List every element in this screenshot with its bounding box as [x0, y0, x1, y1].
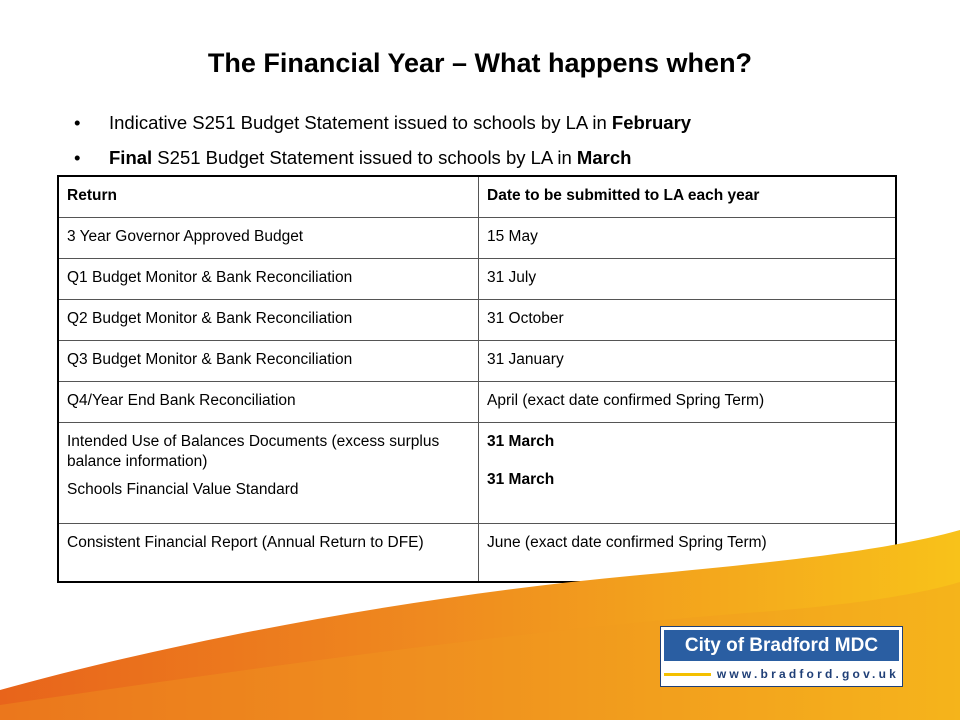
date-cell	[479, 423, 897, 524]
return-cell	[58, 423, 479, 524]
slide-title: The Financial Year – What happens when?	[207, 48, 753, 78]
bullet-bold-month: February	[611, 112, 692, 133]
date-balances: 31 March	[487, 433, 555, 450]
return-cell: Q4/Year End Bank Reconciliation	[58, 382, 479, 423]
table-row	[58, 382, 896, 423]
date-cell: June (exact date confirmed Spring Term)	[479, 524, 897, 583]
return-cell: Consistent Financial Report (Annual Return to DFE)	[58, 524, 479, 583]
bullet-text: Indicative S251 Budget Statement issued to schools by LA in	[109, 112, 612, 133]
bullet-bold-lead: Final	[109, 147, 153, 168]
bullet-list	[72, 112, 691, 182]
decorative-swoosh	[0, 520, 960, 720]
return-cell: Q3 Budget Monitor & Bank Reconciliation	[58, 341, 479, 382]
table-row	[58, 259, 896, 300]
date-cell: April (exact date confirmed Spring Term)	[479, 382, 897, 423]
return-sfvs: Schools Financial Value Standard	[67, 481, 299, 498]
table-row	[58, 300, 896, 341]
table-row	[58, 218, 896, 259]
logo-url-bar	[664, 665, 899, 683]
header-date: Date to be submitted to LA each year	[479, 176, 897, 218]
return-balances: Intended Use of Balances Documents (excess surplus balance information)	[67, 433, 440, 470]
date-cell: 31 July	[479, 259, 897, 300]
bullet-dot: •	[74, 112, 81, 133]
bullet-item-indicative	[72, 112, 691, 134]
bradford-logo	[660, 626, 903, 687]
logo-url: www.bradford.gov.uk	[716, 667, 899, 681]
return-cell: Q2 Budget Monitor & Bank Reconciliation	[58, 300, 479, 341]
table-row-combined	[58, 423, 896, 524]
return-cell: 3 Year Governor Approved Budget	[58, 218, 479, 259]
return-cell: Q1 Budget Monitor & Bank Reconciliation	[58, 259, 479, 300]
logo-name: City of Bradford MDC	[664, 630, 899, 661]
bullet-bold-month: March	[576, 147, 632, 168]
date-cell: 15 May	[479, 218, 897, 259]
bullet-text: S251 Budget Statement issued to schools by LA in	[152, 147, 577, 168]
table-header-row	[58, 176, 896, 218]
table-row	[58, 341, 896, 382]
bullet-dot: •	[74, 147, 81, 168]
logo-stripe	[664, 673, 711, 676]
date-cell: 31 October	[479, 300, 897, 341]
bullet-item-final	[72, 147, 691, 169]
header-return: Return	[58, 176, 479, 218]
date-sfvs: 31 March	[487, 471, 555, 488]
date-cell: 31 January	[479, 341, 897, 382]
